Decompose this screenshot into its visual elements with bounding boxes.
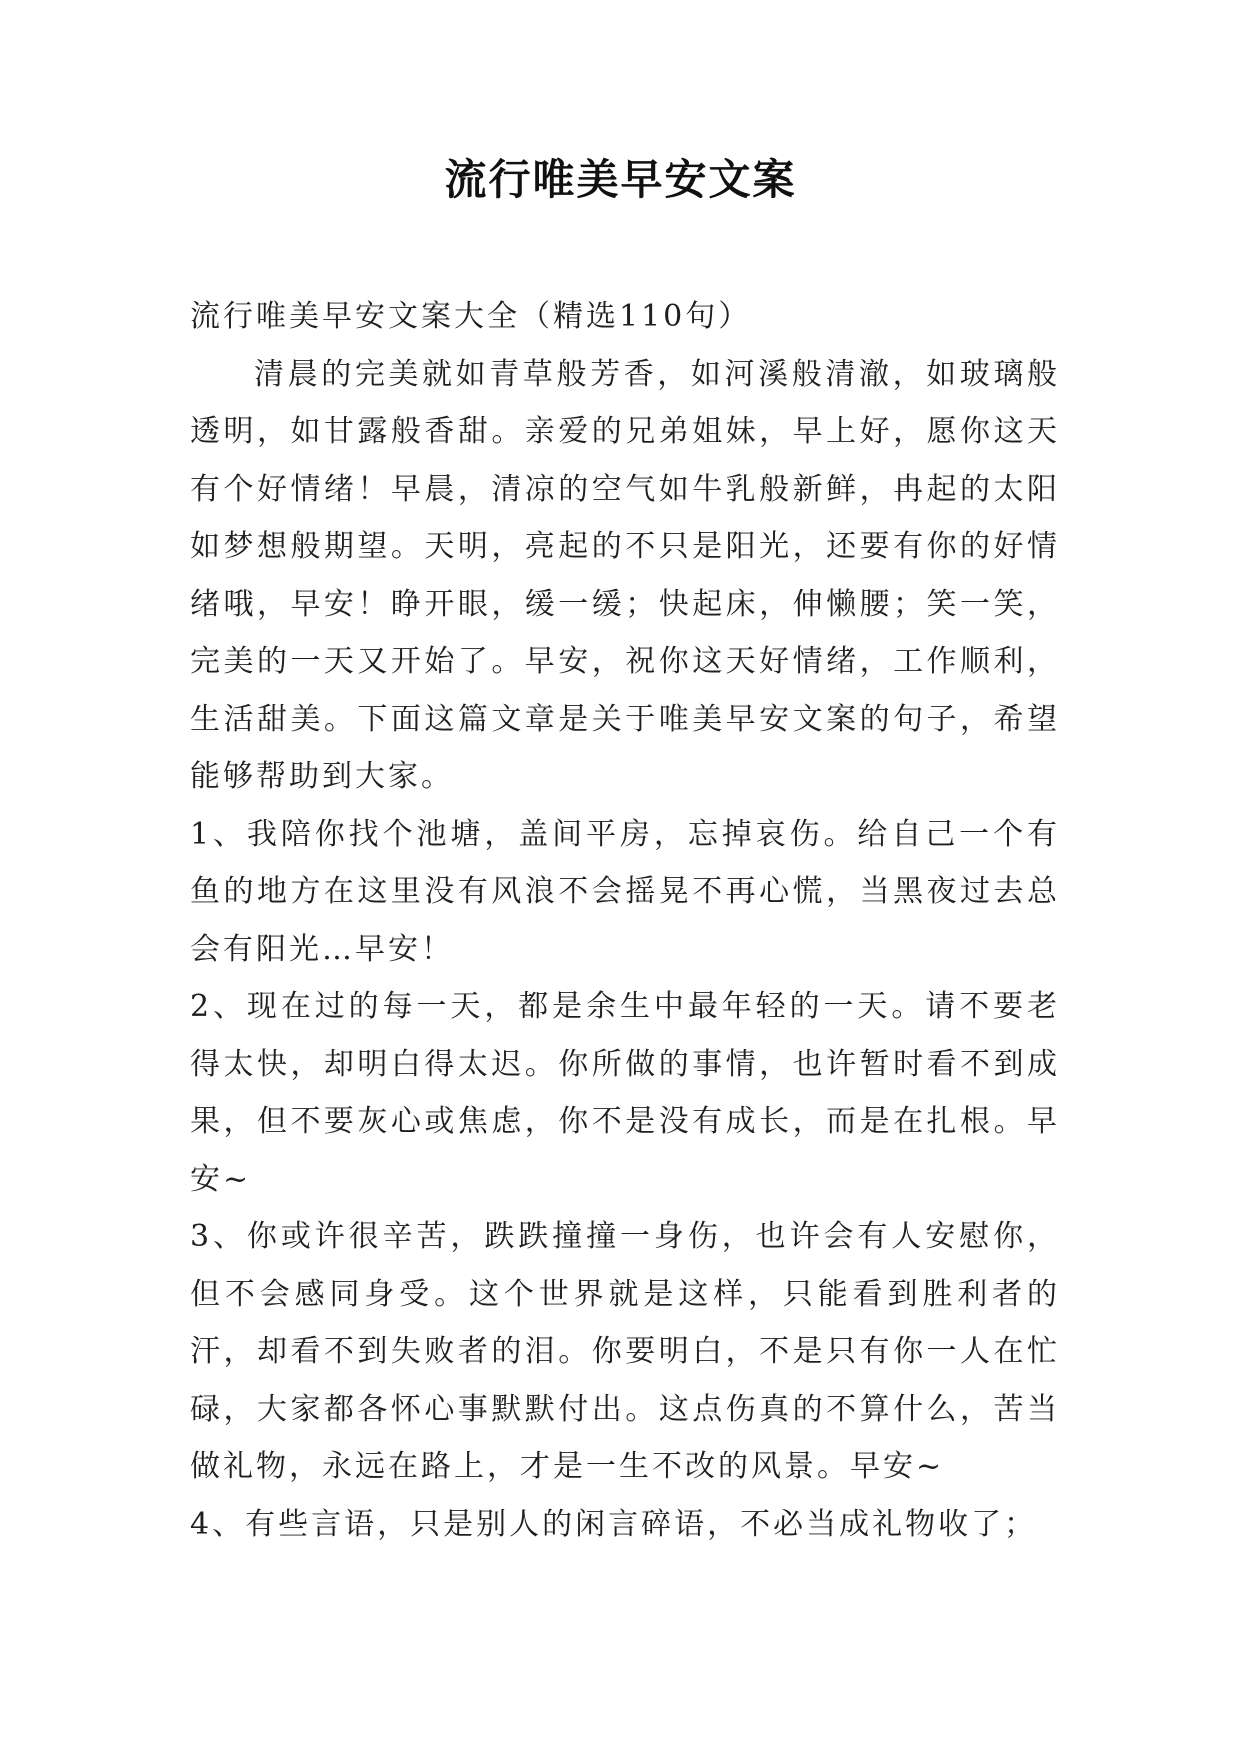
list-item-3: 3、你或许很辛苦，跌跌撞撞一身伤，也许会有人安慰你，但不会感同身受。这个世界就是这样，只能看到胜利者的汗，却看不到失败者的泪。你要明白，不是只有你一人在忙碌，大家都各怀心事默默付出。这点伤真的不算什么，苦当做礼物，永远在路上，才是一生不改的风景。早安~ bbox=[190, 1219, 1060, 1484]
document-title: 流行唯美早安文案 bbox=[444, 155, 797, 204]
document-subtitle: 流行唯美早安文案大全（精选110句） bbox=[190, 299, 752, 334]
document-body bbox=[190, 288, 1060, 1553]
list-item-2: 2、现在过的每一天，都是余生中最年轻的一天。请不要老得太快，却明白得太迟。你所做的事情，也许暂时看不到成果，但不要灰心或焦虑，你不是没有成长，而是在扎根。早安~ bbox=[190, 989, 1060, 1197]
list-item-4: 4、有些言语，只是别人的闲言碎语，不必当成礼物收了； bbox=[190, 1506, 1038, 1542]
intro-paragraph: 清晨的完美就如青草般芳香，如河溪般清澈，如玻璃般透明，如甘露般香甜。亲爱的兄弟姐妹，早上好，愿你这天有个好情绪！早晨，清凉的空气如牛乳般新鲜，冉起的太阳如梦想般期望。天明，亮起的不只是阳光，还要有你的好情绪哦，早安！睁开眼，缓一缓；快起床，伸懒腰；笑一笑，完美的一天又开始了。早安，祝你这天好情绪，工作顺利，生活甜美。下面这篇文章是关于唯美早安文案的句子，希望能够帮助到大家。 bbox=[190, 356, 1060, 794]
list-item-1: 1、我陪你找个池塘，盖间平房，忘掉哀伤。给自己一个有鱼的地方在这里没有风浪不会摇晃不再心慌，当黑夜过去总会有阳光…早安！ bbox=[190, 816, 1060, 967]
